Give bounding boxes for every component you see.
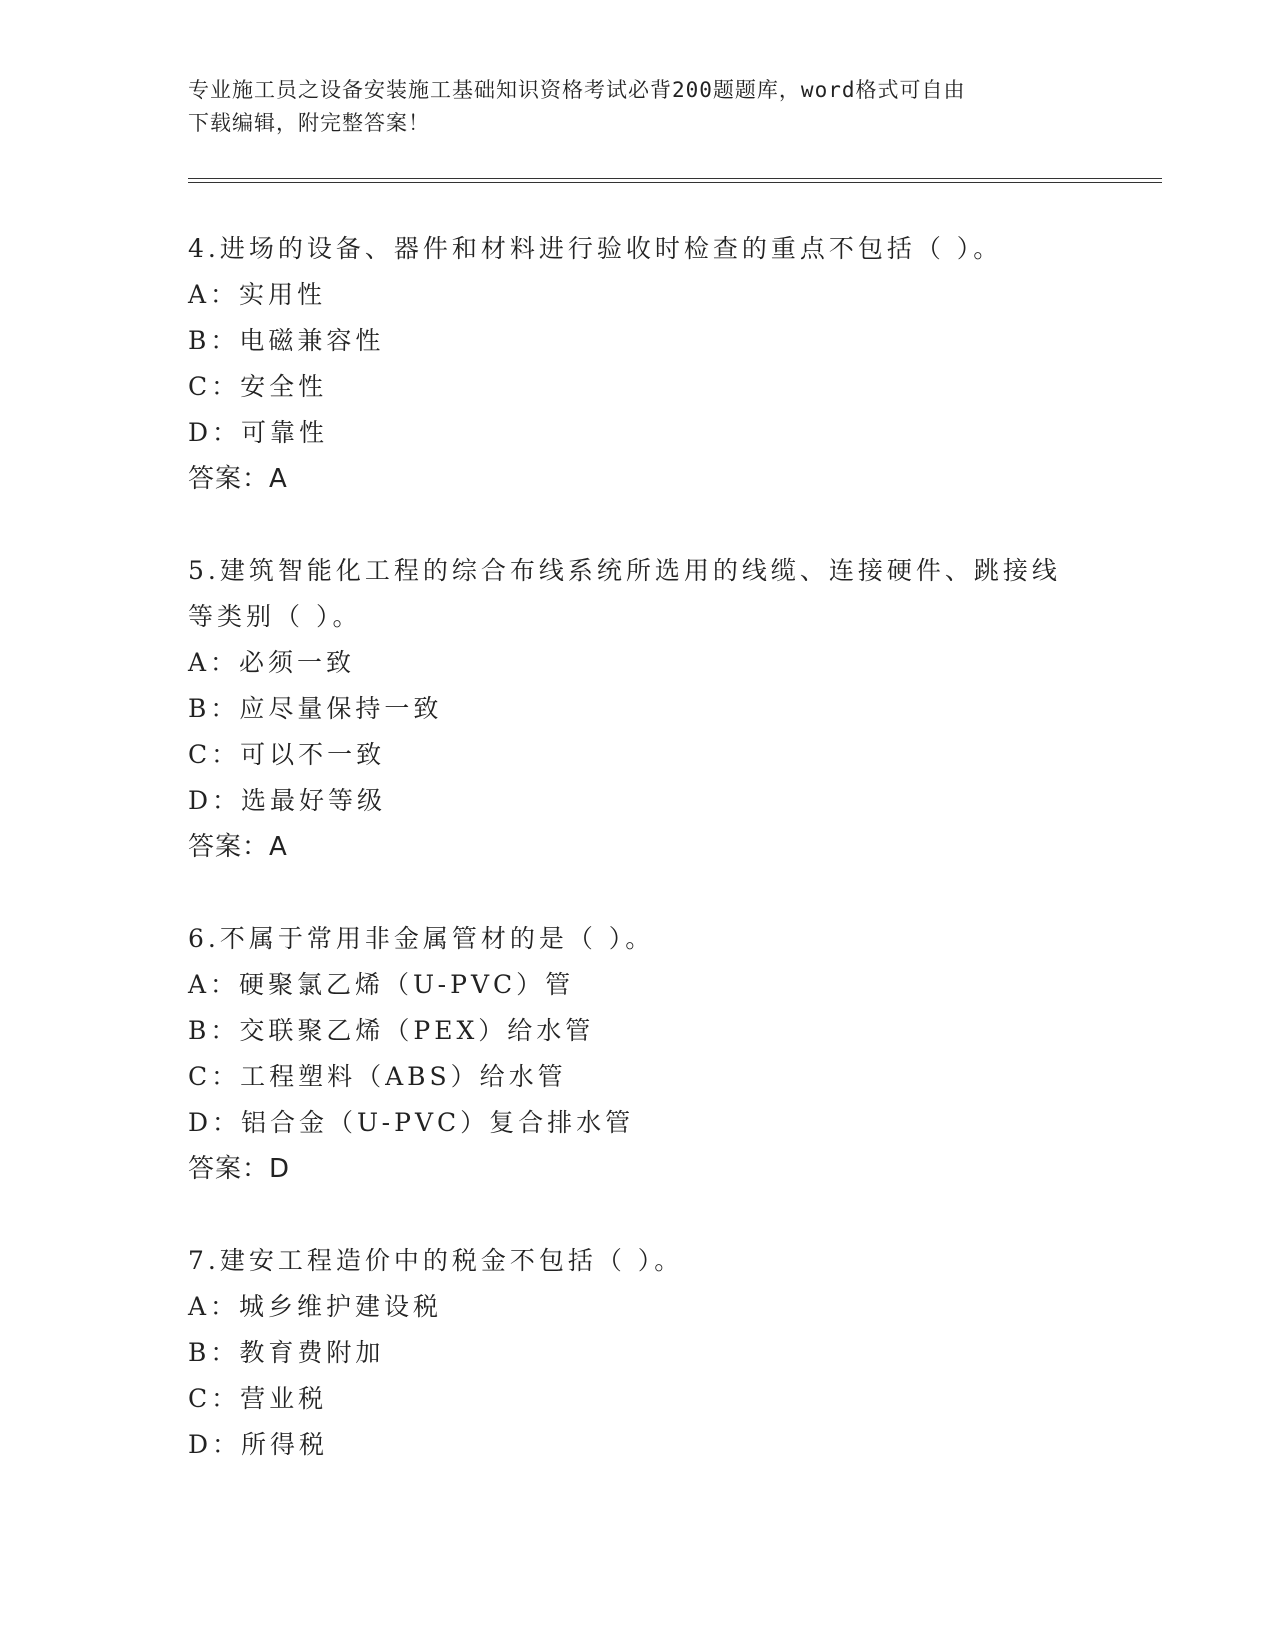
option-b: B：教育费附加 [188,1338,385,1367]
option-d: D：所得税 [188,1430,329,1459]
option-b: B：应尽量保持一致 [188,694,443,723]
question-title-line-2: 等类别（ ）。 [188,602,362,631]
question-block [188,226,1108,502]
option-a: A：实用性 [188,280,327,309]
header-line-1: 专业施工员之设备安装施工基础知识资格考试必背200题题库，word格式可自由 [188,78,966,102]
document-header [188,74,1068,140]
option-d: D：铝合金（U-PVC）复合排水管 [188,1108,635,1137]
header-divider [188,178,1162,183]
option-c: C：安全性 [188,372,328,401]
option-c: C：营业税 [188,1384,328,1413]
option-c: C：可以不一致 [188,740,386,769]
header-line-2: 下载编辑，附完整答案！ [188,111,430,135]
question-block [188,916,1108,1192]
option-b: B：交联聚乙烯（PEX）给水管 [188,1016,595,1045]
answer-line: 答案：A [188,832,288,862]
question-block [188,548,1108,870]
option-a: A：必须一致 [188,648,356,677]
option-a: A：硬聚氯乙烯（U-PVC）管 [188,970,575,999]
option-a: A：城乡维护建设税 [188,1292,443,1321]
question-title-line-1: 5.建筑智能化工程的综合布线系统所选用的线缆、连接硬件、跳接线 [188,556,1061,585]
answer-line: 答案：A [188,464,288,494]
answer-line: 答案：D [188,1154,291,1184]
option-d: D：选最好等级 [188,786,387,815]
question-title: 4.进场的设备、器件和材料进行验收时检查的重点不包括（ ）。 [188,234,1003,263]
option-c: C：工程塑料（ABS）给水管 [188,1062,567,1091]
question-block [188,1238,1108,1468]
option-b: B：电磁兼容性 [188,326,385,355]
option-d: D：可靠性 [188,418,329,447]
question-title: 6.不属于常用非金属管材的是（ ）。 [188,924,655,953]
question-title: 7.建安工程造价中的税金不包括（ ）。 [188,1246,684,1275]
